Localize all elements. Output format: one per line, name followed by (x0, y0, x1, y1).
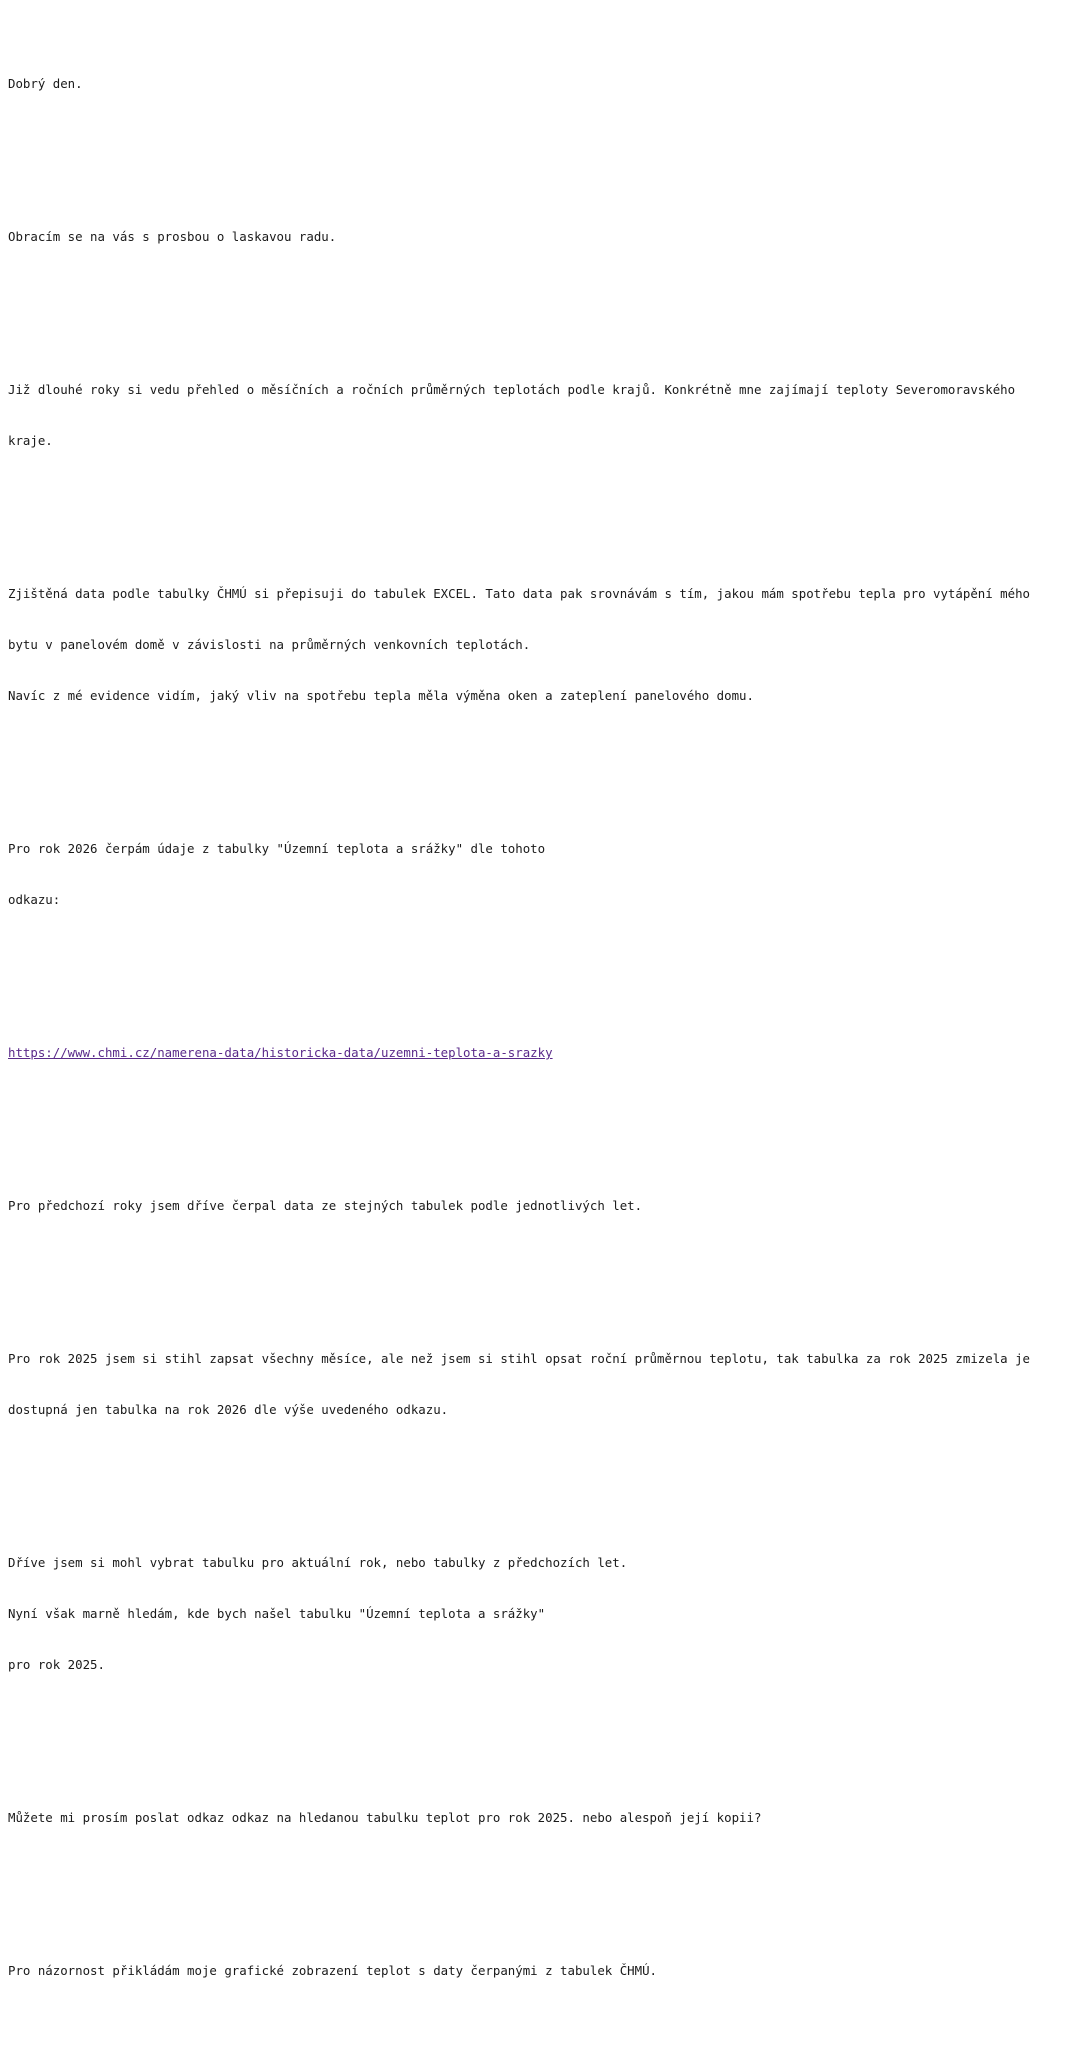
paragraph-search (8, 1520, 1084, 1707)
paragraph-search-line-2: Nyní však marně hledám, kde bych našel tabulku "Územní teplota a srážky" (8, 1606, 546, 1621)
paragraph-history-line-2: kraje. (8, 433, 53, 448)
paragraph-search-line-1: Dříve jsem si mohl vybrat tabulku pro aktuální rok, nebo tabulky z předchozích let. (8, 1555, 628, 1570)
paragraph-2025 (8, 1316, 1084, 1452)
paragraph-2025-line-2: dostupná jen tabulka na rok 2026 dle výše uvedeného odkazu. (8, 1402, 449, 1417)
paragraph-history (8, 347, 1084, 483)
email-body (8, 7, 1084, 2047)
paragraph-request-line: Obracím se na vás s prosbou o laskavou radu. (8, 229, 337, 244)
paragraph-excel (8, 551, 1084, 738)
paragraph-request (8, 194, 1084, 279)
paragraph-question-line: Můžete mi prosím poslat odkaz odkaz na hledanou tabulku teplot pro rok 2025. nebo alespoň její kopii? (8, 1810, 762, 1825)
paragraph-link (8, 1010, 1084, 1095)
paragraph-previous-years-line: Pro předchozí roky jsem dříve čerpal data ze stejných tabulek podle jednotlivých let. (8, 1198, 643, 1213)
greeting (8, 41, 1084, 126)
paragraph-excel-line-3: Navíc z mé evidence vidím, jaký vliv na spotřebu tepla měla výměna oken a zateplení panelového domu. (8, 688, 754, 703)
paragraph-previous-years (8, 1163, 1084, 1248)
paragraph-2025-line-1: Pro rok 2025 jsem si stihl zapsat všechny měsíce, ale než jsem si stihl opsat roční průměrnou teplotu, tak tabulka za rok 2025 zmizela je (8, 1351, 1030, 1366)
paragraph-attachment (8, 1928, 1084, 2013)
paragraph-source-line-2: odkazu: (8, 892, 61, 907)
greeting-line: Dobrý den. (8, 76, 83, 91)
paragraph-source-line-1: Pro rok 2026 čerpám údaje z tabulky "Územní teplota a srážky" dle tohoto (8, 841, 546, 856)
paragraph-source (8, 806, 1084, 942)
paragraph-question (8, 1775, 1084, 1860)
paragraph-history-line-1: Již dlouhé roky si vedu přehled o měsíčních a ročních průměrných teplotách podle krajů. Konkrétně mne zajímají teploty Severomoravského (8, 382, 1016, 397)
paragraph-excel-line-2: bytu v panelovém domě v závislosti na průměrných venkovních teplotách. (8, 637, 531, 652)
chmi-data-link[interactable]: https://www.chmi.cz/namerena-data/historicka-data/uzemni-teplota-a-srazky (8, 1045, 553, 1060)
paragraph-search-line-3: pro rok 2025. (8, 1657, 105, 1672)
paragraph-excel-line-1: Zjištěná data podle tabulky ČHMÚ si přepisuji do tabulek EXCEL. Tato data pak srovnávám s tím, jakou mám spotřebu tepla pro vytápění mého (8, 586, 1030, 601)
paragraph-attachment-line: Pro názornost přikládám moje grafické zobrazení teplot s daty čerpanými z tabulek ČHMÚ. (8, 1963, 658, 1978)
